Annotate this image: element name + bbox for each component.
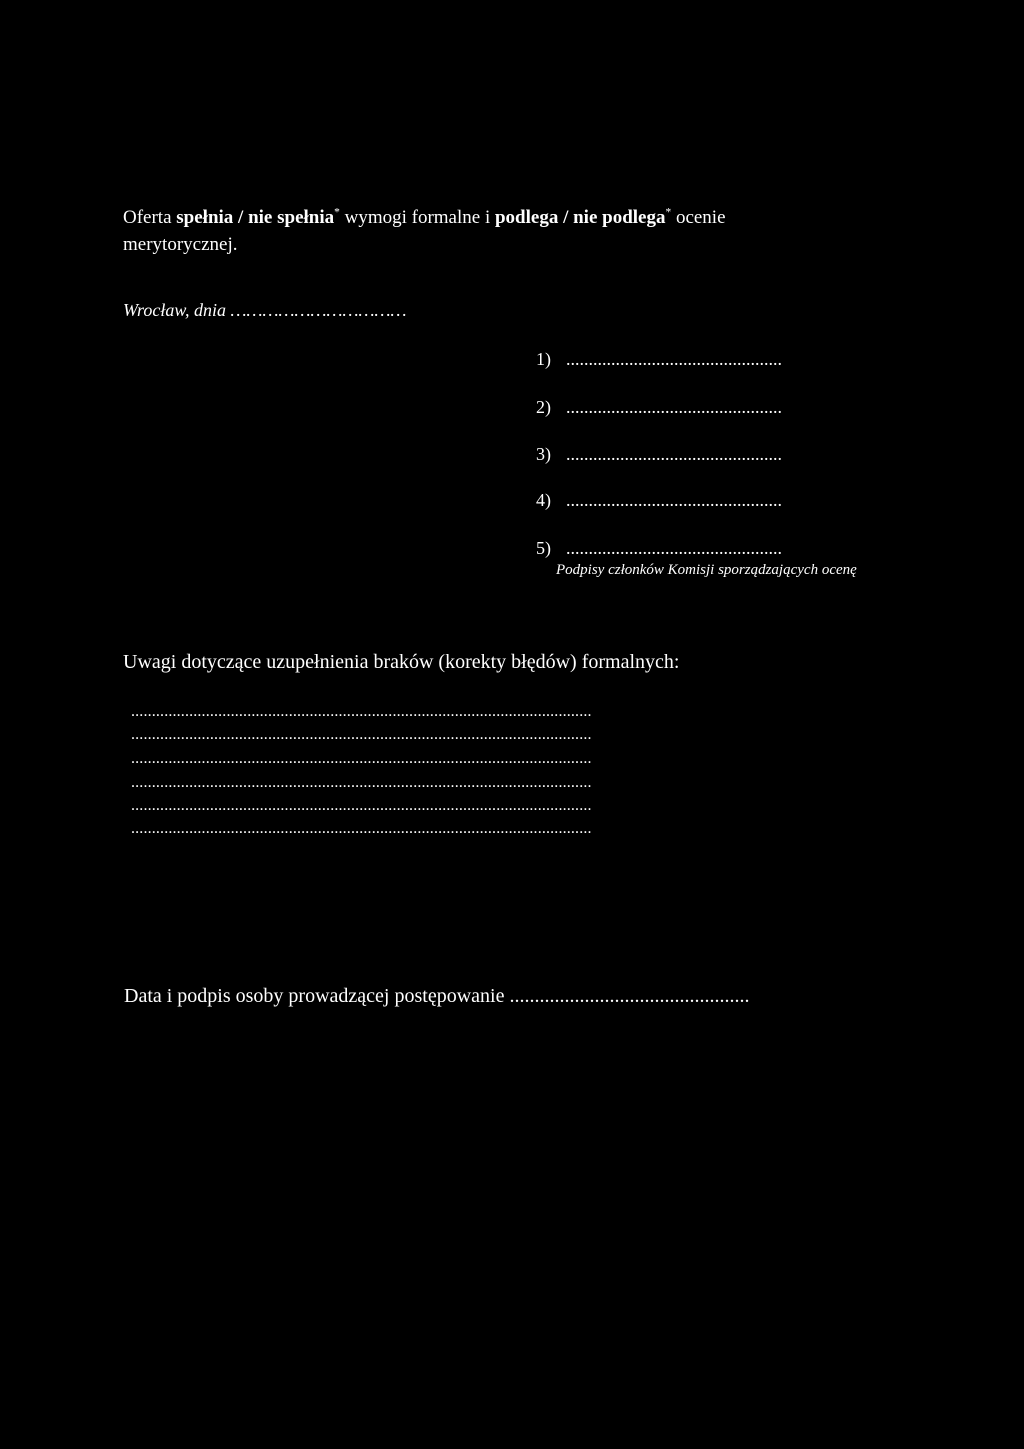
remark-line-1: ............................................................................................................... bbox=[131, 703, 592, 720]
signature-row-5 bbox=[536, 538, 782, 559]
subject-to-evaluation-option: podlega / nie podlega bbox=[494, 207, 666, 228]
signature-number: 3) bbox=[536, 444, 551, 464]
signature-blank: ................................................ bbox=[566, 349, 782, 369]
evaluation-line-2: merytorycznej. bbox=[123, 234, 238, 255]
signature-row-1 bbox=[536, 349, 782, 370]
signature-row-4 bbox=[536, 490, 782, 511]
remark-line-6: ............................................................................................................... bbox=[131, 820, 592, 837]
footnote-asterisk: * bbox=[334, 206, 340, 219]
date-signature-blank: ................................................ bbox=[509, 985, 750, 1007]
signatures-caption: Podpisy członków Komisji sporządzających ocenę bbox=[556, 562, 857, 578]
evaluation-middle: wymogi formalne i bbox=[339, 207, 495, 228]
signature-row-3 bbox=[536, 444, 782, 465]
remark-line-2: ............................................................................................................... bbox=[131, 726, 592, 743]
remark-line-3: ............................................................................................................... bbox=[131, 750, 592, 767]
evaluation-suffix: ocenie bbox=[671, 207, 726, 228]
place-date-field bbox=[123, 300, 407, 321]
evaluation-prefix: Oferta bbox=[123, 207, 177, 228]
footnote-asterisk: * bbox=[665, 206, 672, 219]
signature-number: 4) bbox=[536, 490, 551, 510]
evaluation-line-1 bbox=[123, 204, 726, 231]
remark-line-5: ............................................................................................................... bbox=[131, 797, 592, 814]
signature-blank: ................................................ bbox=[566, 444, 782, 464]
date-signature-field bbox=[124, 985, 749, 1008]
signature-number: 1) bbox=[536, 349, 551, 369]
signature-row-2 bbox=[536, 397, 782, 418]
signature-number: 5) bbox=[536, 538, 551, 558]
evaluation-statement bbox=[123, 204, 726, 258]
signature-blank: ................................................ bbox=[566, 397, 782, 417]
signature-blank: ................................................ bbox=[566, 538, 782, 558]
meets-requirements-option: spełnia / nie spełnia bbox=[176, 207, 335, 228]
remark-line-4: ............................................................................................................... bbox=[131, 774, 592, 791]
place-date-blank: …………………………… bbox=[230, 300, 407, 320]
remarks-title: Uwagi dotyczące uzupełnienia braków (korekty błędów) formalnych: bbox=[123, 651, 680, 673]
date-signature-label: Data i podpis osoby prowadzącej postępowanie bbox=[124, 985, 505, 1007]
signature-number: 2) bbox=[536, 397, 551, 417]
place-date-label: Wrocław, dnia bbox=[123, 300, 226, 320]
signature-blank: ................................................ bbox=[566, 490, 782, 510]
